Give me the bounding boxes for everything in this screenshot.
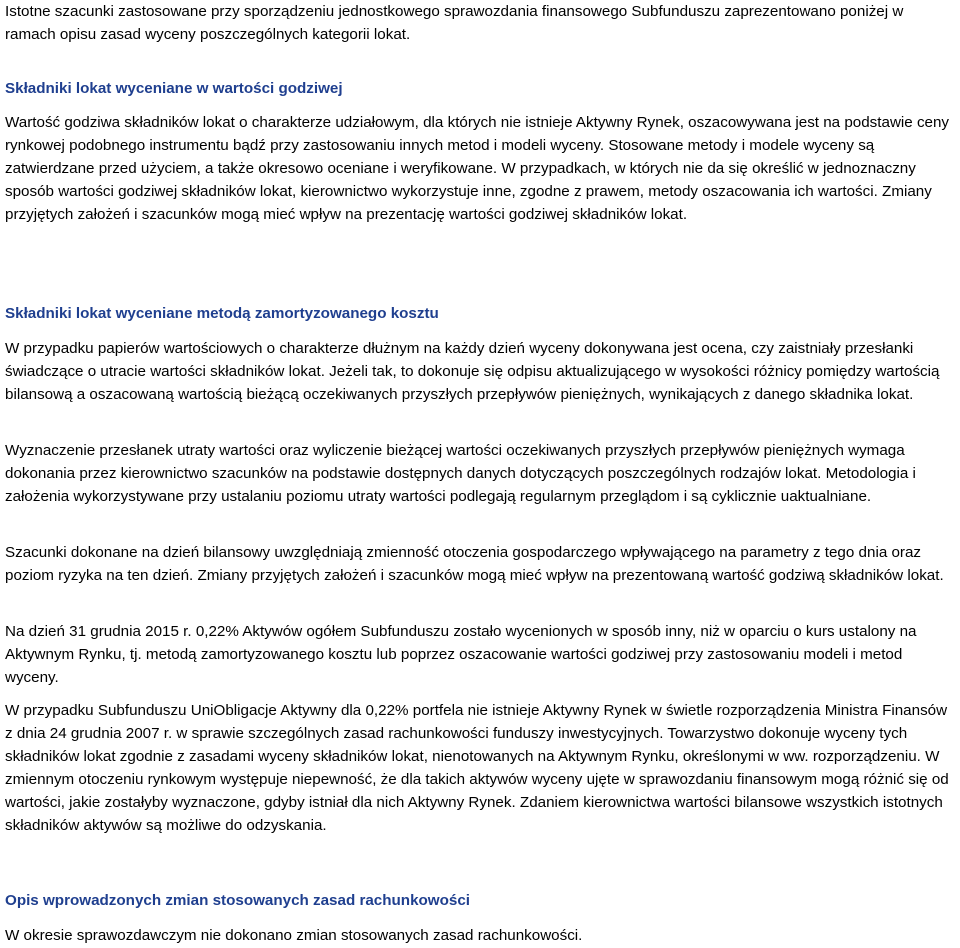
intro-paragraph: Istotne szacunki zastosowane przy sporządzeniu jednostkowego sprawozdania finansowego Subfunduszu zaprezentowano poniżej w ramach opisu zasad wyceny poszczególnych kategorii lokat. — [5, 3, 904, 43]
paragraph-policy-changes: W okresie sprawozdawczym nie dokonano zmian stosowanych zasad rachunkowości. — [5, 927, 583, 944]
paragraph-fair-value: Wartość godziwa składników lokat o charakterze udziałowym, dla których nie istnieje Aktywny Rynek, oszacowywana jest na podstawie ceny rynkowej podobnego instrumentu bądź przy zastosowaniu innych metod i modeli wyceny. Stosowane metody i modele wyceny są zatwierdzane przed użyciem, a także okresowo oceniane i weryfikowane. W przypadkach, w których nie da się określić w jednoznaczny sposób wartości godziwej składników lokat, kierownictwo wykorzystuje inne, zgodne z prawem, metody oszacowania ich wartości. Zmiany przyjętych założeń i szacunków mogą mieć wpływ na prezentację wartości godziwej składników lokat. — [5, 114, 950, 223]
heading-policy-changes: Opis wprowadzonych zmian stosowanych zasad rachunkowości — [5, 892, 471, 909]
paragraph-amortized-cost-4: Na dzień 31 grudnia 2015 r. 0,22% Aktywów ogółem Subfunduszu zostało wycenionych w sposób inny, niż w oparciu o kurs ustalony na Aktywnym Rynku, tj. metodą zamortyzowanego kosztu lub poprzez oszacowanie wartości godziwej przy zastosowaniu modeli i metod wyceny. — [5, 623, 917, 686]
paragraph-amortized-cost-1: W przypadku papierów wartościowych o charakterze dłużnym na każdy dzień wyceny dokonywana jest ocena, czy zaistniały przesłanki świadczące o utracie wartości składników lokat. Jeżeli tak, to dokonuje się odpisu aktualizującego w wysokości różnicy pomiędzy wartością bilansową a oszacowaną wartością bieżącą oczekiwanych przyszłych przepływów pieniężnych, wynikających z danego składnika lokat. — [5, 340, 940, 403]
paragraph-amortized-cost-3: Szacunki dokonane na dzień bilansowy uwzględniają zmienność otoczenia gospodarczego wpływającego na parametry z tego dnia oraz poziom ryzyka na ten dzień. Zmiany przyjętych założeń i szacunków mogą mieć wpływ na prezentowaną wartość godziwą składników lokat. — [5, 544, 944, 584]
paragraph-amortized-cost-2: Wyznaczenie przesłanek utraty wartości oraz wyliczenie bieżącej wartości oczekiwanych przyszłych przepływów pieniężnych wymaga dokonania przez kierownictwo szacunków na podstawie dostępnych danych dotyczących poszczególnych rodzajów lokat. Metodologia i założenia wykorzystywane przy ustalaniu poziomu utraty wartości podlegają regularnym przeglądom i są cyklicznie uaktualniane. — [5, 442, 916, 505]
heading-fair-value: Składniki lokat wyceniane w wartości godziwej — [5, 80, 343, 97]
heading-amortized-cost: Składniki lokat wyceniane metodą zamortyzowanego kosztu — [5, 305, 439, 322]
paragraph-amortized-cost-5: W przypadku Subfunduszu UniObligacje Aktywny dla 0,22% portfela nie istnieje Aktywny Rynek w świetle rozporządzenia Ministra Finansów z dnia 24 grudnia 2007 r. w sprawie szczególnych zasad rachunkowości funduszy inwestycyjnych. Towarzystwo dokonuje wyceny tych składników lokat zgodnie z zasadami wyceny składników lokat, nienotowanych na Aktywnym Rynku, określonymi w ww. rozporządzeniu. W zmiennym otoczeniu rynkowym występuje niepewność, że dla takich aktywów wyceny ujęte w sprawozdaniu finansowym mogą różnić się od wartości, jakie zostałyby wyznaczone, gdyby istniał dla nich Aktywny Rynek. Zdaniem kierownictwa wartości bilansowe wszystkich istotnych składników aktywów są możliwe do odzyskania. — [5, 702, 949, 834]
